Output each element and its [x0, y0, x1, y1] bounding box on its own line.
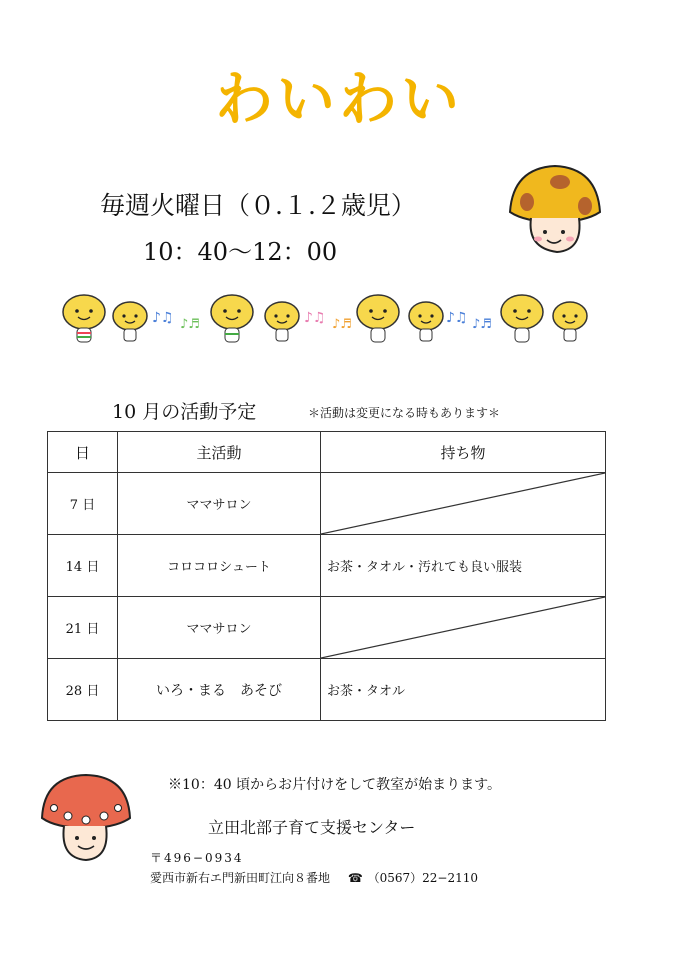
address-line — [150, 869, 478, 886]
red-mushroom-illustration — [38, 772, 134, 864]
row-activity: ママサロン — [118, 473, 321, 535]
row-day: 7 日 — [48, 473, 118, 535]
row-items: お茶・タオル — [321, 659, 606, 721]
music-note-icon: ♪♫ — [152, 310, 174, 326]
music-note-icon: ♪♬ — [180, 317, 200, 332]
small-mushroom-icon — [265, 302, 299, 341]
music-note-icon: ♪♬ — [472, 317, 492, 332]
small-mushroom-icon — [63, 295, 105, 342]
small-mushroom-icon — [113, 302, 147, 341]
row-day: 21 日 — [48, 597, 118, 659]
small-mushroom-icon — [357, 295, 399, 342]
yellow-mushroom-illustration — [505, 160, 605, 260]
table-row — [48, 473, 606, 535]
phone-icon: ☎ — [347, 871, 364, 885]
diagonal-strike-line — [321, 597, 605, 658]
phone-number: （0567）22−2110 — [367, 871, 479, 885]
row-activity: いろ・まる あそび — [118, 659, 321, 721]
row-day: 14 日 — [48, 535, 118, 597]
music-note-icon: ♪♫ — [304, 310, 326, 326]
small-mushroom-icon — [501, 295, 543, 342]
postal-code: 〒496−0934 — [150, 851, 244, 865]
column-header-day: 日 — [48, 432, 118, 473]
music-note-icon: ♪♫ — [446, 310, 468, 326]
music-note-icon: ♪♬ — [332, 317, 352, 332]
row-items: お茶・タオル・汚れても良い服装 — [321, 535, 606, 597]
schedule-table — [47, 431, 606, 721]
center-name: 立田北部子育て支援センター — [208, 818, 416, 837]
table-row — [48, 535, 606, 597]
schedule-note: ＊活動は変更になる時もあります＊ — [308, 406, 501, 420]
row-items-empty — [321, 597, 606, 659]
table-row — [48, 597, 606, 659]
page-title: わいわい — [214, 65, 463, 133]
small-mushroom-icon — [553, 302, 587, 341]
weekly-schedule: 毎週火曜日（０.１.２歳児） — [100, 191, 416, 220]
small-mushroom-icon — [211, 295, 253, 342]
column-header-items: 持ち物 — [321, 432, 606, 473]
diagonal-strike-line — [321, 473, 605, 534]
table-header-row — [48, 432, 606, 473]
row-activity: コロコロシュート — [118, 535, 321, 597]
small-mushroom-icon — [409, 302, 443, 341]
notice-text: ※10：40 頃からお片付けをして教室が始まります。 — [168, 777, 501, 793]
column-header-activity: 主活動 — [118, 432, 321, 473]
session-time: 10：40〜12：00 — [143, 238, 338, 266]
row-activity: ママサロン — [118, 597, 321, 659]
schedule-title: 10 月の活動予定 — [112, 401, 257, 423]
mushroom-music-border — [60, 290, 600, 348]
address: 愛西市新右エ門新田町江向８番地 — [150, 871, 331, 885]
row-day: 28 日 — [48, 659, 118, 721]
row-items-empty — [321, 473, 606, 535]
table-row — [48, 659, 606, 721]
